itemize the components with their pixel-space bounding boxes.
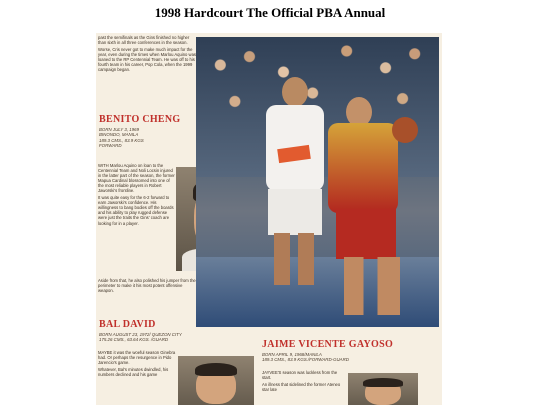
bio-line: BORN AUGUST 23, 1972/ QUEZON CITY bbox=[99, 332, 182, 337]
game-action-photo bbox=[196, 37, 439, 327]
player-bio-benito-cheng bbox=[99, 127, 144, 148]
player-bio-jaime-vicente-gayoso bbox=[262, 352, 349, 363]
article-paragraph: An illness that sidelined the former Ateneo star late bbox=[262, 381, 341, 392]
article-paragraph: Whatever, Bal's minutes dwindled, his numbers declined and his game bbox=[98, 366, 169, 377]
article-paragraph: It was quite easy for the 6-2 forward to earn Jaworski's confidence. His willingness to bang bodies off the boards and his ability to play rugged defense were just the traits the Gins' coach are looking for in a player. bbox=[98, 195, 174, 226]
bio-line: BORN JULY 3, 1969 bbox=[99, 127, 140, 132]
jaime-gayoso-portrait-photo bbox=[348, 373, 418, 405]
jaime-gayoso-text bbox=[262, 370, 344, 393]
player-name-benito-cheng: BENITO CHENG bbox=[99, 114, 181, 125]
bio-line: 189.3 CMS., 83.9 KGS bbox=[99, 137, 144, 143]
player-bio-bal-david bbox=[99, 332, 182, 343]
player-name-jaime-vicente-gayoso: JAIME VICENTE GAYOSO bbox=[262, 339, 394, 350]
benito-cheng-text bbox=[98, 163, 176, 227]
basketball bbox=[392, 117, 418, 143]
bal-david-text bbox=[98, 350, 176, 378]
player-name-bal-david: BAL DAVID bbox=[99, 319, 156, 330]
bio-line: FORWARD bbox=[99, 142, 122, 148]
benito-cheng-text-continued bbox=[98, 278, 196, 295]
page-title: 1998 Hardcourt The Official PBA Annual bbox=[154, 5, 386, 20]
scanned-page bbox=[96, 33, 442, 405]
intro-paragraph: Worse, Cris never got to make much impact for the year, even during the times when Marlou Aquino was loaned to the RP Centennial Team. He was off to his fourth team in his career, Pop Cola, when the 1999 campaign began. bbox=[98, 46, 196, 73]
article-paragraph: JAYVEE'S season was luckless from the start. bbox=[262, 370, 338, 381]
bio-line: 175.26 CMS., 63.64 KGS. /GUARD bbox=[99, 337, 169, 343]
article-paragraph: WITH Marlou Aquino on loan to the Centennial Team and Noli Locsin injured in the latter part of the season, the former Mapua Cardinal blossomed into one of the most reliable players in Robert Jaworski's frontline. bbox=[98, 163, 175, 194]
article-paragraph: MAYBE it was the woeful season Ginebra had. Or perhaps the resurgence in Pido Jarencio's game. bbox=[98, 350, 176, 366]
bal-david-portrait-photo bbox=[178, 356, 254, 405]
bio-line: 189.3 CMS., 83.9 KGS./FORWARD-GUARD bbox=[262, 357, 349, 363]
intro-paragraph: past the semifinals as the Gins finished no higher than sixth in all three conferences in the season. bbox=[98, 35, 190, 46]
intro-text bbox=[98, 35, 196, 74]
bio-line: BINONDO, MANILA bbox=[99, 132, 139, 138]
bio-line: BORN APRIL 9, 1968/MANILA bbox=[262, 352, 322, 357]
article-paragraph: Aside from that, he also polished his jumper from the perimeter to make it his most potent offensive weapon. bbox=[98, 278, 196, 294]
